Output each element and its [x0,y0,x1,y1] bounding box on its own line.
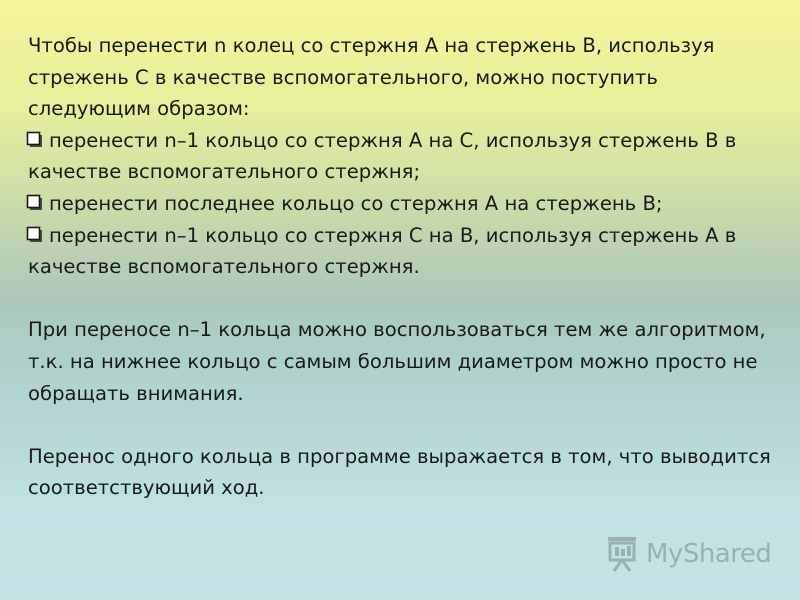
presentation-board-icon [604,535,640,573]
bullet-text-1: перенести n–1 кольцо со стержня A на C, используя стержень B в качестве вспомогательного стержня; [28,128,737,184]
bullet-text-2: перенести последнее кольцо со стержня A на стержень B; [49,191,663,215]
slide-text [28,30,778,504]
logo-text: MyShared [646,539,772,569]
bullet-item-2 [28,188,778,220]
intro-paragraph: Чтобы перенести n колец со стержня A на стержень B, используя стрежень C в качестве вспомогательного, можно поступить следующим образом: [28,34,715,121]
bullet-item-1 [28,125,778,188]
bullet-item-3 [28,220,778,283]
checkbox-bullet-icon [26,131,44,149]
paragraph-3: Перенос одного кольца в программе выражается в том, что выводится соответствующий ход. [28,444,771,500]
bullet-text-3: перенести n–1 кольцо со стержня C на B, используя стержень A в качестве вспомогательного стержня. [28,223,737,279]
watermark-logo [604,534,774,574]
spacer [28,409,778,441]
checkbox-bullet-icon [26,226,44,244]
checkbox-bullet-icon [26,194,44,212]
spacer [28,283,778,315]
paragraph-2: При переносе n–1 кольца можно воспользоваться тем же алгоритмом, т.к. на нижнее кольцо с самым большим диаметром можно просто не обращать внимания. [28,318,766,405]
